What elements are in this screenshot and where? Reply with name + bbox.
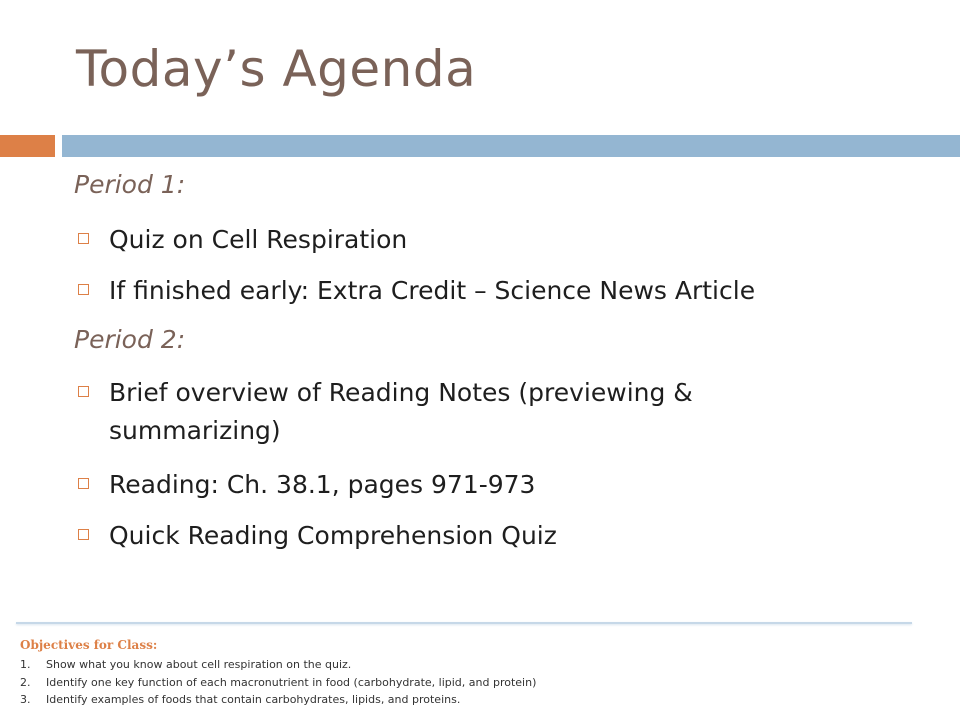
accent-bar-orange bbox=[0, 135, 55, 157]
list-item bbox=[78, 272, 878, 310]
objective-text: Identify one key function of each macronutrient in food (carbohydrate, lipid, and protein) bbox=[46, 675, 537, 689]
list-item-text: Brief overview of Reading Notes (previewing & summarizing) bbox=[109, 378, 693, 445]
square-bullet-icon bbox=[78, 386, 89, 397]
square-bullet-icon bbox=[78, 478, 89, 489]
objective-item bbox=[20, 691, 536, 709]
period-2-heading: Period 2: bbox=[74, 325, 186, 354]
objective-number: 2. bbox=[20, 675, 31, 689]
objectives-title: Objectives for Class: bbox=[20, 638, 158, 652]
objective-number: 3. bbox=[20, 693, 31, 706]
list-item bbox=[78, 374, 798, 450]
list-item-text: Reading: Ch. 38.1, pages 971-973 bbox=[109, 470, 536, 499]
square-bullet-icon bbox=[78, 284, 89, 295]
objective-text: Identify examples of foods that contain carbohydrates, lipids, and proteins. bbox=[46, 693, 461, 706]
period-1-heading: Period 1: bbox=[74, 170, 186, 199]
list-item bbox=[78, 466, 878, 504]
list-item-text: Quiz on Cell Respiration bbox=[109, 225, 408, 254]
objective-item bbox=[20, 674, 536, 692]
list-item bbox=[78, 221, 878, 259]
list-item bbox=[78, 517, 878, 555]
accent-bar-blue bbox=[62, 135, 960, 157]
square-bullet-icon bbox=[78, 233, 89, 244]
list-item-text: Quick Reading Comprehension Quiz bbox=[109, 521, 557, 550]
footer-divider bbox=[16, 622, 912, 624]
objective-number: 1. bbox=[20, 658, 31, 671]
objectives-list bbox=[20, 656, 536, 709]
square-bullet-icon bbox=[78, 529, 89, 540]
objective-item bbox=[20, 656, 536, 674]
list-item-text: If finished early: Extra Credit – Science News Article bbox=[109, 276, 756, 305]
objective-text: Show what you know about cell respiration on the quiz. bbox=[46, 658, 352, 671]
slide-title: Today’s Agenda bbox=[76, 40, 477, 98]
